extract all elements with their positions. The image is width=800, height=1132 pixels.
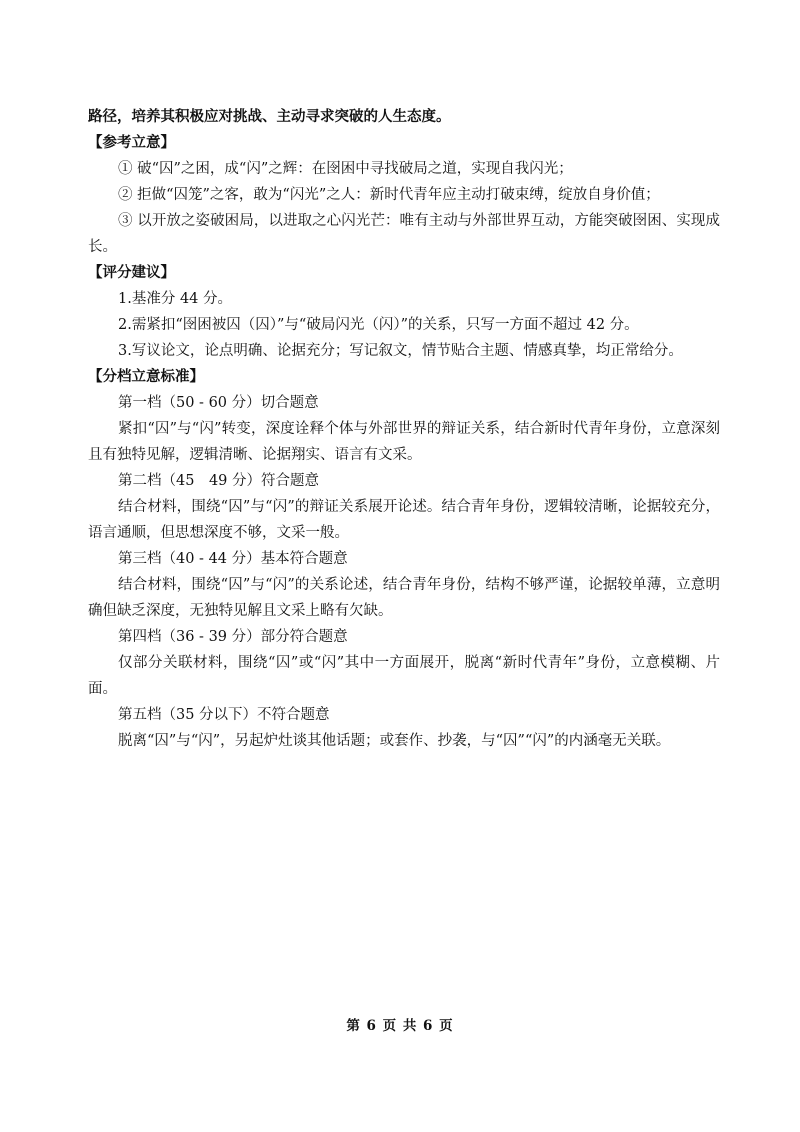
intro-line: 路径，培养其积极应对挑战、主动寻求突破的人生态度。	[88, 108, 451, 125]
tier-description: 仅部分关联材料，围绕“囚”或“闪”其中一方面展开，脱离“新时代青年”身份，立意模糊、片面。	[88, 655, 720, 697]
scoring-item: 2.需紧扣“囹困被囚（囚）”与“破局闪光（闪）”的关系，只写一方面不超过 42 分。	[118, 317, 639, 333]
tier-description: 脱离“囚”与“闪”，另起炉灶谈其他话题；或套作、抄袭，与“囚”“闪”的内涵毫无关联。	[118, 733, 671, 749]
reference-item: ③ 以开放之姿破困局，以进取之心闪光芒：唯有主动与外部世界互动，方能突破囹困、实现成长。	[88, 213, 720, 255]
reference-item: ① 破“囚”之困，成“闪”之辉：在囹困中寻找破局之道，实现自我闪光；	[118, 161, 573, 177]
tier-description: 结合材料，围绕“囚”与“闪”的辩证关系展开论述。结合青年身份，逻辑较清晰，论据较充分，语言通顺，但思想深度不够，文采一般。	[88, 499, 720, 541]
tier-title: 第三档（40 - 44 分）基本符合题意	[118, 551, 348, 567]
document-body	[88, 104, 720, 754]
scoring-heading: 【评分建议】	[88, 264, 175, 281]
reference-heading: 【参考立意】	[88, 134, 175, 151]
tier-title: 第五档（35 分以下）不符合题意	[118, 707, 330, 723]
tier-title: 第一档（50 - 60 分）切合题意	[118, 395, 319, 411]
reference-item: ② 拒做“囚笼”之客，敢为“闪光”之人：新时代青年应主动打破束缚，绽放自身价值；	[118, 187, 660, 203]
page-footer: 第 6 页 共 6 页	[346, 1018, 454, 1034]
tiers-heading: 【分档立意标准】	[88, 368, 204, 385]
scoring-item: 1.基准分 44 分。	[118, 291, 233, 307]
scoring-item: 3.写议论文，论点明确、论据充分；写记叙文，情节贴合主题、情感真挚，均正常给分。	[118, 343, 683, 359]
tier-title: 第二档（45 49 分）符合题意	[118, 473, 320, 489]
tier-title: 第四档（36 - 39 分）部分符合题意	[118, 629, 348, 645]
tier-description: 紧扣“囚”与“闪”转变，深度诠释个体与外部世界的辩证关系，结合新时代青年身份，立意深刻且有独特见解，逻辑清晰、论据翔实、语言有文采。	[88, 421, 720, 463]
tier-description: 结合材料，围绕“囚”与“闪”的关系论述，结合青年身份，结构不够严谨，论据较单薄，立意明确但缺乏深度，无独特见解且文采上略有欠缺。	[88, 577, 720, 619]
